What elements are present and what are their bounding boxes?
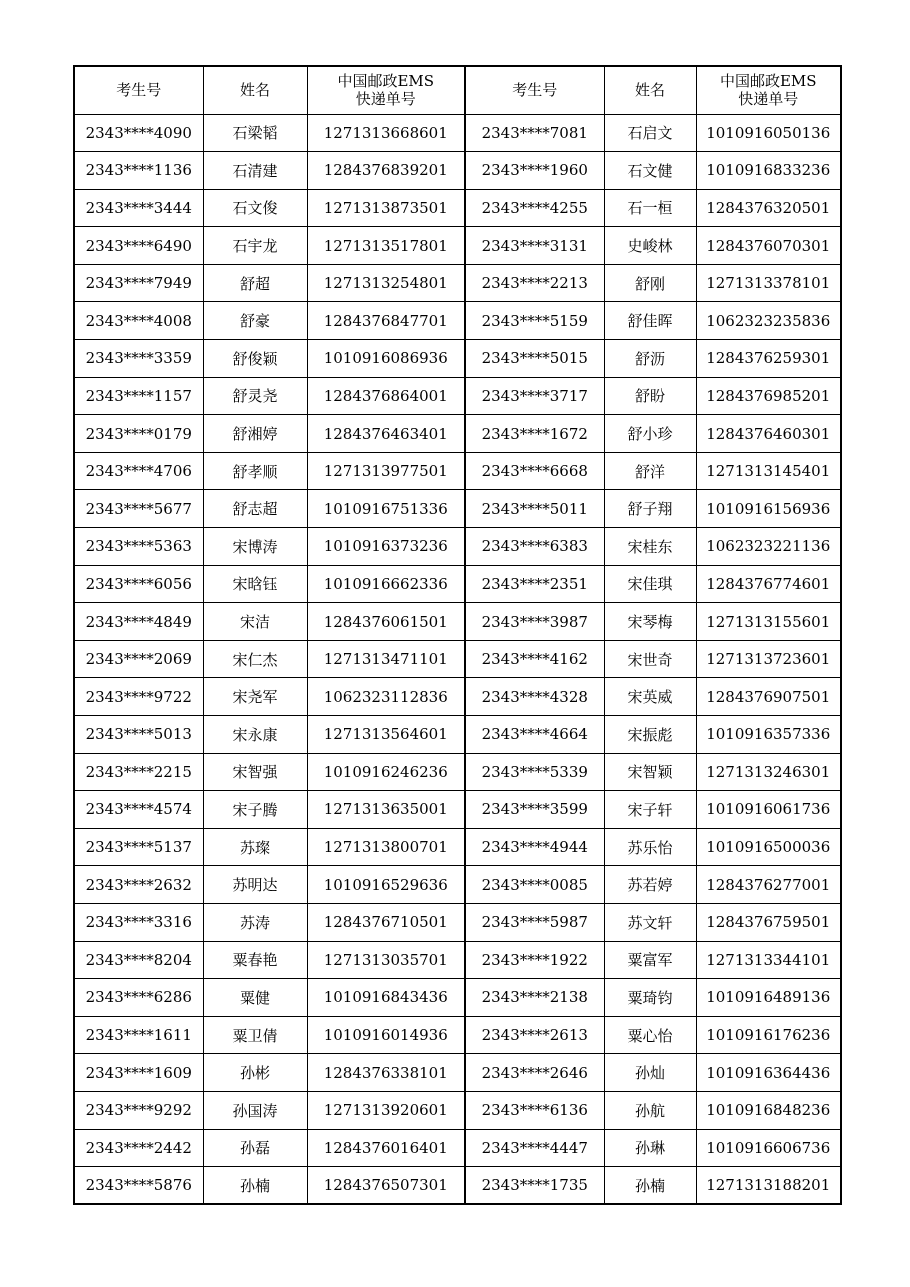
name-cell-left: 宋智强 <box>203 753 307 791</box>
exam-no-cell-right: 2343****2213 <box>465 264 604 302</box>
name-cell-left: 苏涛 <box>203 903 307 941</box>
exam-no-cell-right: 2343****4328 <box>465 678 604 716</box>
table-row <box>74 903 841 941</box>
ems-no-cell-left: 1010916751336 <box>307 490 465 528</box>
ems-no-cell-right: 1284376259301 <box>696 340 841 378</box>
name-cell-left: 舒豪 <box>203 302 307 340</box>
ems-no-cell-left: 1271313564601 <box>307 716 465 754</box>
table-body <box>74 114 841 1204</box>
ems-no-cell-right: 1271313145401 <box>696 452 841 490</box>
ems-no-cell-left: 1010916843436 <box>307 979 465 1017</box>
name-cell-right: 孙航 <box>604 1091 696 1129</box>
exam-no-cell-right: 2343****7081 <box>465 114 604 152</box>
ems-no-cell-left: 1284376061501 <box>307 603 465 641</box>
exam-no-cell-right: 2343****2613 <box>465 1016 604 1054</box>
name-cell-right: 舒沥 <box>604 340 696 378</box>
ems-no-cell-left: 1271313635001 <box>307 791 465 829</box>
exam-no-cell-left: 2343****4090 <box>74 114 203 152</box>
table-row <box>74 565 841 603</box>
ems-no-cell-left: 1271313668601 <box>307 114 465 152</box>
name-cell-right: 宋琴梅 <box>604 603 696 641</box>
ems-no-cell-left: 1271313800701 <box>307 828 465 866</box>
exam-no-cell-right: 2343****1922 <box>465 941 604 979</box>
exam-no-cell-right: 2343****3131 <box>465 227 604 265</box>
table-row <box>74 1129 841 1167</box>
exam-no-cell-left: 2343****2215 <box>74 753 203 791</box>
name-cell-left: 粟春艳 <box>203 941 307 979</box>
ems-no-cell-left: 1010916662336 <box>307 565 465 603</box>
table-row <box>74 1054 841 1092</box>
ems-no-cell-right: 1284376759501 <box>696 903 841 941</box>
name-cell-left: 宋晗钰 <box>203 565 307 603</box>
ems-no-cell-left: 1271313035701 <box>307 941 465 979</box>
name-cell-right: 苏文轩 <box>604 903 696 941</box>
name-cell-right: 宋子轩 <box>604 791 696 829</box>
table-row <box>74 415 841 453</box>
table-row <box>74 979 841 1017</box>
name-cell-left: 孙国涛 <box>203 1091 307 1129</box>
exam-no-cell-right: 2343****2138 <box>465 979 604 1017</box>
exam-no-cell-right: 2343****4447 <box>465 1129 604 1167</box>
exam-no-cell-left: 2343****6286 <box>74 979 203 1017</box>
exam-no-cell-right: 2343****6668 <box>465 452 604 490</box>
header-ems-no <box>307 66 465 114</box>
ems-no-cell-right: 1284376460301 <box>696 415 841 453</box>
exam-no-cell-left: 2343****9722 <box>74 678 203 716</box>
name-cell-left: 宋尧军 <box>203 678 307 716</box>
ems-no-cell-left: 1062323112836 <box>307 678 465 716</box>
exam-no-cell-right: 2343****6136 <box>465 1091 604 1129</box>
name-cell-right: 舒盼 <box>604 377 696 415</box>
exam-no-cell-left: 2343****3316 <box>74 903 203 941</box>
header-exam-no: 考生号 <box>74 66 203 114</box>
ems-no-cell-right: 1010916500036 <box>696 828 841 866</box>
exam-no-cell-left: 2343****5876 <box>74 1167 203 1205</box>
table-row <box>74 302 841 340</box>
ems-no-cell-right: 1062323235836 <box>696 302 841 340</box>
ems-no-cell-right: 1010916489136 <box>696 979 841 1017</box>
name-cell-left: 孙磊 <box>203 1129 307 1167</box>
name-cell-right: 石启文 <box>604 114 696 152</box>
ems-no-cell-left: 1010916246236 <box>307 753 465 791</box>
name-cell-right: 舒子翔 <box>604 490 696 528</box>
ems-no-cell-left: 1284376016401 <box>307 1129 465 1167</box>
exam-no-cell-right: 2343****5015 <box>465 340 604 378</box>
name-cell-right: 舒小珍 <box>604 415 696 453</box>
table-row <box>74 227 841 265</box>
name-cell-right: 石文健 <box>604 152 696 190</box>
name-cell-left: 石梁韬 <box>203 114 307 152</box>
exam-no-cell-left: 2343****2632 <box>74 866 203 904</box>
ems-no-cell-left: 1284376839201 <box>307 152 465 190</box>
table-row <box>74 152 841 190</box>
ems-no-cell-right: 1010916848236 <box>696 1091 841 1129</box>
ems-no-cell-right: 1010916606736 <box>696 1129 841 1167</box>
exam-no-cell-left: 2343****3444 <box>74 189 203 227</box>
exam-no-cell-left: 2343****2442 <box>74 1129 203 1167</box>
name-cell-right: 舒刚 <box>604 264 696 302</box>
ems-no-cell-left: 1271313873501 <box>307 189 465 227</box>
table-row <box>74 678 841 716</box>
ems-no-cell-left: 1284376463401 <box>307 415 465 453</box>
table-row <box>74 490 841 528</box>
ems-no-cell-left: 1271313977501 <box>307 452 465 490</box>
table-row <box>74 1016 841 1054</box>
table-row <box>74 189 841 227</box>
exam-no-cell-left: 2343****6056 <box>74 565 203 603</box>
ems-no-cell-right: 1010916364436 <box>696 1054 841 1092</box>
exam-no-cell-left: 2343****5677 <box>74 490 203 528</box>
name-cell-left: 舒孝顺 <box>203 452 307 490</box>
name-cell-right: 孙琳 <box>604 1129 696 1167</box>
exam-no-cell-right: 2343****0085 <box>465 866 604 904</box>
name-cell-right: 宋桂东 <box>604 528 696 566</box>
exam-no-cell-left: 2343****2069 <box>74 640 203 678</box>
exam-no-cell-right: 2343****4944 <box>465 828 604 866</box>
table-row <box>74 1167 841 1205</box>
ems-no-cell-left: 1010916529636 <box>307 866 465 904</box>
ems-no-cell-right: 1284376907501 <box>696 678 841 716</box>
name-cell-right: 舒佳晖 <box>604 302 696 340</box>
ems-no-cell-right: 1010916833236 <box>696 152 841 190</box>
table-row <box>74 1091 841 1129</box>
table-header-row <box>74 66 841 114</box>
table-row <box>74 716 841 754</box>
ems-no-cell-right: 1010916050136 <box>696 114 841 152</box>
exam-no-cell-left: 2343****4008 <box>74 302 203 340</box>
ems-no-cell-left: 1010916373236 <box>307 528 465 566</box>
ems-no-cell-left: 1284376847701 <box>307 302 465 340</box>
name-cell-right: 粟心怡 <box>604 1016 696 1054</box>
table-row <box>74 340 841 378</box>
name-cell-right: 宋智颖 <box>604 753 696 791</box>
header-name: 姓名 <box>203 66 307 114</box>
exam-no-cell-right: 2343****6383 <box>465 528 604 566</box>
exam-no-cell-right: 2343****1960 <box>465 152 604 190</box>
name-cell-left: 宋洁 <box>203 603 307 641</box>
ems-no-cell-right: 1271313188201 <box>696 1167 841 1205</box>
name-cell-right: 石一桓 <box>604 189 696 227</box>
name-cell-left: 粟健 <box>203 979 307 1017</box>
table-row <box>74 114 841 152</box>
name-cell-left: 宋博涛 <box>203 528 307 566</box>
ems-no-cell-right: 1284376985201 <box>696 377 841 415</box>
exam-no-cell-left: 2343****5137 <box>74 828 203 866</box>
exam-no-cell-left: 2343****4849 <box>74 603 203 641</box>
exam-no-cell-left: 2343****8204 <box>74 941 203 979</box>
name-cell-left: 石文俊 <box>203 189 307 227</box>
name-cell-right: 宋振彪 <box>604 716 696 754</box>
table-row <box>74 377 841 415</box>
ems-no-cell-left: 1010916014936 <box>307 1016 465 1054</box>
ems-no-cell-right: 1010916176236 <box>696 1016 841 1054</box>
ems-no-cell-left: 1271313471101 <box>307 640 465 678</box>
ems-no-cell-left: 1284376864001 <box>307 377 465 415</box>
exam-no-cell-right: 2343****4162 <box>465 640 604 678</box>
name-cell-left: 孙楠 <box>203 1167 307 1205</box>
exam-no-cell-left: 2343****3359 <box>74 340 203 378</box>
ems-no-cell-right: 1010916061736 <box>696 791 841 829</box>
ems-no-cell-right: 1284376320501 <box>696 189 841 227</box>
exam-no-cell-right: 2343****5339 <box>465 753 604 791</box>
ems-no-cell-right: 1010916357336 <box>696 716 841 754</box>
exam-no-cell-left: 2343****4706 <box>74 452 203 490</box>
header-ems-line2: 快递单号 <box>355 90 416 109</box>
ems-no-cell-right: 1062323221136 <box>696 528 841 566</box>
ems-no-cell-left: 1271313920601 <box>307 1091 465 1129</box>
exam-no-cell-left: 2343****0179 <box>74 415 203 453</box>
name-cell-right: 宋佳琪 <box>604 565 696 603</box>
exam-no-cell-right: 2343****5159 <box>465 302 604 340</box>
name-cell-left: 舒俊颖 <box>203 340 307 378</box>
name-cell-left: 石宇龙 <box>203 227 307 265</box>
name-cell-right: 舒洋 <box>604 452 696 490</box>
name-cell-right: 苏若婷 <box>604 866 696 904</box>
ems-no-cell-right: 1271313344101 <box>696 941 841 979</box>
table-row <box>74 640 841 678</box>
header-ems-line1-right: 中国邮政EMS <box>719 72 817 91</box>
exam-no-cell-left: 2343****1609 <box>74 1054 203 1092</box>
name-cell-right: 史峻林 <box>604 227 696 265</box>
exam-no-cell-left: 2343****1611 <box>74 1016 203 1054</box>
table-row <box>74 866 841 904</box>
name-cell-left: 舒湘婷 <box>203 415 307 453</box>
exam-no-cell-left: 2343****6490 <box>74 227 203 265</box>
table-row <box>74 791 841 829</box>
name-cell-right: 孙楠 <box>604 1167 696 1205</box>
name-cell-left: 苏明达 <box>203 866 307 904</box>
header-exam-no-right: 考生号 <box>465 66 604 114</box>
table-row <box>74 528 841 566</box>
name-cell-right: 宋世奇 <box>604 640 696 678</box>
ems-no-cell-right: 1271313723601 <box>696 640 841 678</box>
exam-no-cell-right: 2343****4255 <box>465 189 604 227</box>
exam-no-cell-left: 2343****5013 <box>74 716 203 754</box>
name-cell-left: 粟卫倩 <box>203 1016 307 1054</box>
ems-no-cell-right: 1010916156936 <box>696 490 841 528</box>
exam-no-cell-left: 2343****1136 <box>74 152 203 190</box>
name-cell-left: 宋仁杰 <box>203 640 307 678</box>
exam-no-cell-left: 2343****1157 <box>74 377 203 415</box>
table-row <box>74 264 841 302</box>
exam-no-cell-left: 2343****7949 <box>74 264 203 302</box>
exam-no-cell-right: 2343****5011 <box>465 490 604 528</box>
ems-no-cell-right: 1271313246301 <box>696 753 841 791</box>
exam-no-cell-left: 2343****4574 <box>74 791 203 829</box>
table-row <box>74 452 841 490</box>
header-ems-line2-right: 快递单号 <box>738 90 799 109</box>
name-cell-right: 宋英威 <box>604 678 696 716</box>
name-cell-right: 粟富军 <box>604 941 696 979</box>
header-name-right: 姓名 <box>604 66 696 114</box>
ems-no-cell-left: 1271313254801 <box>307 264 465 302</box>
name-cell-left: 孙彬 <box>203 1054 307 1092</box>
header-ems-line1: 中国邮政EMS <box>337 72 435 91</box>
name-cell-left: 舒超 <box>203 264 307 302</box>
ems-no-cell-left: 1284376710501 <box>307 903 465 941</box>
name-cell-right: 粟琦钧 <box>604 979 696 1017</box>
name-cell-left: 宋子腾 <box>203 791 307 829</box>
name-cell-right: 孙灿 <box>604 1054 696 1092</box>
header-ems-no-right <box>696 66 841 114</box>
ems-no-cell-right: 1271313378101 <box>696 264 841 302</box>
exam-no-cell-right: 2343****5987 <box>465 903 604 941</box>
ems-no-cell-right: 1271313155601 <box>696 603 841 641</box>
exam-no-cell-left: 2343****9292 <box>74 1091 203 1129</box>
ems-no-cell-right: 1284376277001 <box>696 866 841 904</box>
exam-no-cell-right: 2343****1672 <box>465 415 604 453</box>
exam-no-cell-right: 2343****1735 <box>465 1167 604 1205</box>
name-cell-left: 舒志超 <box>203 490 307 528</box>
exam-no-cell-right: 2343****4664 <box>465 716 604 754</box>
ems-no-cell-right: 1284376070301 <box>696 227 841 265</box>
table-row <box>74 753 841 791</box>
ems-no-cell-left: 1271313517801 <box>307 227 465 265</box>
ems-no-cell-left: 1284376507301 <box>307 1167 465 1205</box>
exam-no-cell-right: 2343****3717 <box>465 377 604 415</box>
ems-tracking-table <box>73 65 842 1205</box>
name-cell-left: 舒灵尧 <box>203 377 307 415</box>
ems-no-cell-right: 1284376774601 <box>696 565 841 603</box>
table-row <box>74 941 841 979</box>
ems-no-cell-left: 1284376338101 <box>307 1054 465 1092</box>
exam-no-cell-right: 2343****2351 <box>465 565 604 603</box>
exam-no-cell-right: 2343****3987 <box>465 603 604 641</box>
table-row <box>74 603 841 641</box>
name-cell-left: 宋永康 <box>203 716 307 754</box>
table-row <box>74 828 841 866</box>
name-cell-left: 苏璨 <box>203 828 307 866</box>
name-cell-right: 苏乐怡 <box>604 828 696 866</box>
exam-no-cell-right: 2343****3599 <box>465 791 604 829</box>
exam-no-cell-right: 2343****2646 <box>465 1054 604 1092</box>
name-cell-left: 石清建 <box>203 152 307 190</box>
ems-no-cell-left: 1010916086936 <box>307 340 465 378</box>
exam-no-cell-left: 2343****5363 <box>74 528 203 566</box>
